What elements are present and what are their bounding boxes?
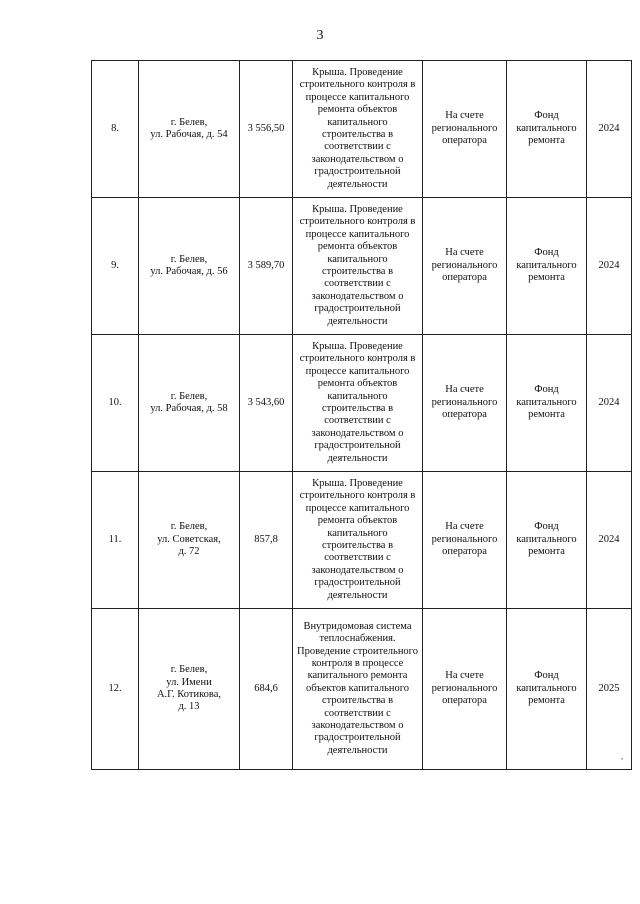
building-area: 3 543,60 (240, 335, 293, 472)
table-row (92, 198, 632, 335)
account-type: На счете регионального оператора (423, 61, 507, 198)
building-address: г. Белев, ул. Советская, д. 72 (139, 472, 240, 609)
row-number: 10. (92, 335, 139, 472)
building-area: 3 556,50 (240, 61, 293, 198)
table-row (92, 609, 632, 770)
repair-year-value: 2025 (598, 682, 620, 694)
building-address: г. Белев, ул. Рабочая, д. 54 (139, 61, 240, 198)
work-description: Крыша. Проведение строительного контроля в процессе капитального ремонта объектов капитального строительства в соответствии с законодательством о градостроительной деятельности (293, 472, 423, 609)
funding-source: Фонд капитального ремонта (507, 198, 587, 335)
account-type: На счете регионального оператора (423, 335, 507, 472)
repair-year-value: 2024 (598, 122, 620, 134)
table-row (92, 61, 632, 198)
repair-registry-table (91, 60, 632, 770)
funding-source: Фонд капитального ремонта (507, 609, 587, 770)
repair-year (587, 335, 632, 472)
funding-source: Фонд капитального ремонта (507, 61, 587, 198)
repair-year-value: 2024 (598, 259, 620, 271)
funding-source: Фонд капитального ремонта (507, 335, 587, 472)
building-area: 857,8 (240, 472, 293, 609)
funding-source: Фонд капитального ремонта (507, 472, 587, 609)
row-number: 11. (92, 472, 139, 609)
work-description: Крыша. Проведение строительного контроля в процессе капитального ремонта объектов капитального строительства в соответствии с законодательством о градостроительной деятельности (293, 198, 423, 335)
building-address: г. Белев, ул. Рабочая, д. 56 (139, 198, 240, 335)
repair-year (587, 198, 632, 335)
repair-year (587, 609, 632, 770)
work-description: Крыша. Проведение строительного контроля в процессе капитального ремонта объектов капитального строительства в соответствии с законодательством о градостроительной деятельности (293, 335, 423, 472)
row-number: 8. (92, 61, 139, 198)
work-description: Внутридомовая система теплоснабжения. Проведение строительного контроля в процессе капитального ремонта объектов капитального строительства в соответствии с законодательством о градостроительной деятельности (293, 609, 423, 770)
repair-year-value: 2024 (598, 533, 620, 545)
account-type: На счете регионального оператора (423, 472, 507, 609)
repair-year (587, 61, 632, 198)
building-area: 3 589,70 (240, 198, 293, 335)
table-row (92, 472, 632, 609)
row-number: 12. (92, 609, 139, 770)
building-area: 684,6 (240, 609, 293, 770)
repair-year-value: 2024 (598, 396, 620, 408)
building-address: г. Белев, ул. Имени А.Г. Котикова, д. 13 (139, 609, 240, 770)
building-address: г. Белев, ул. Рабочая, д. 58 (139, 335, 240, 472)
scan-mark: , (621, 751, 623, 761)
row-number: 9. (92, 198, 139, 335)
account-type: На счете регионального оператора (423, 609, 507, 770)
account-type: На счете регионального оператора (423, 198, 507, 335)
table-row (92, 335, 632, 472)
repair-year (587, 472, 632, 609)
page-number: 3 (316, 28, 324, 43)
work-description: Крыша. Проведение строительного контроля в процессе капитального ремонта объектов капитального строительства в соответствии с законодательством о градостроительной деятельности (293, 61, 423, 198)
